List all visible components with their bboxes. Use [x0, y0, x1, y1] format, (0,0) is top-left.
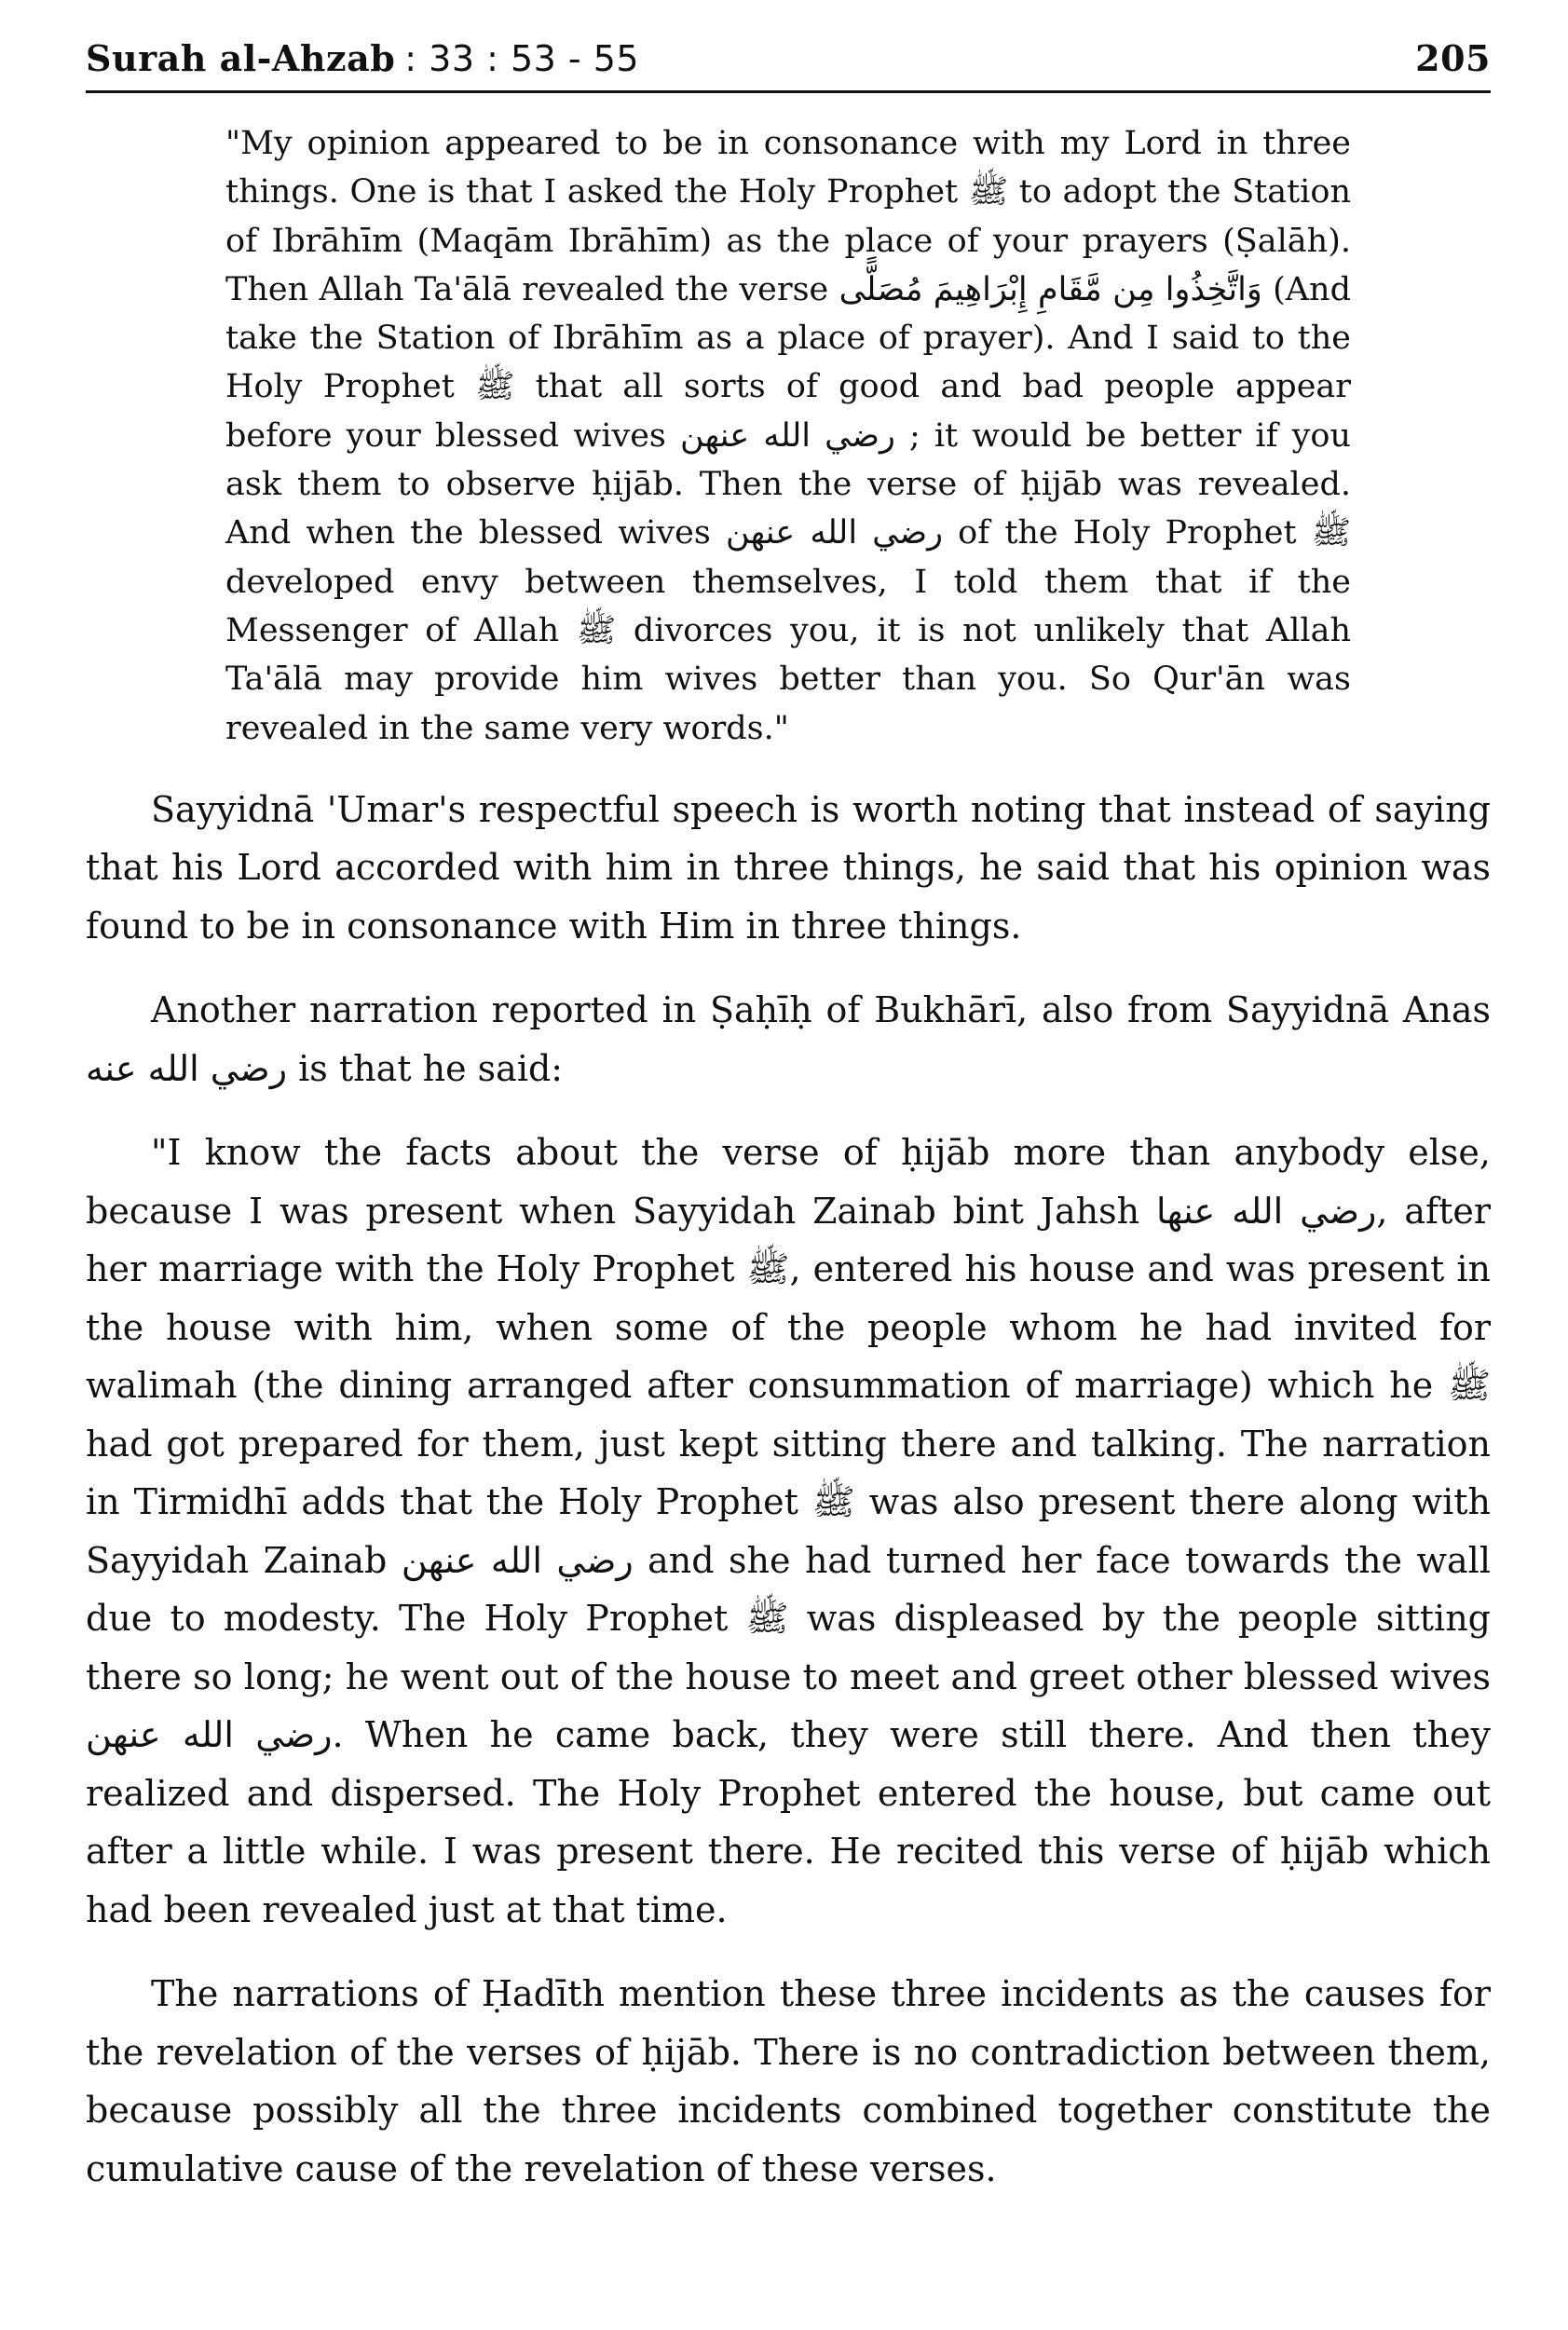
- quoted-narration-text: "My opinion appeared to be in consonance with my Lord in three things. One is that I asked the Holy Prophet ﷺ to adopt the Station of Ibrāhīm (Maqām Ibrāhīm) as the place of your prayers (Ṣalāh). Then Allah Ta'ālā revealed the verse وَاتَّخِذُوا مِن مَّقَامِ إِبْرَاهِيمَ مُصَلًّى (And take the Station of Ibrāhīm as a place of prayer). And I said to the Holy Prophet ﷺ that all sorts of good and bad people appear before your blessed wives رضي الله عنهن ; it would be better if you ask them to observe ḥijāb. Then the verse of ḥijāb was revealed. And when the blessed wives رضي الله عنهن of the Holy Prophet ﷺ developed envy between themselves, I told them that if the Messenger of Allah ﷺ divorces you, it is not unlikely that Allah Ta'ālā may provide him wives better than you. So Qur'ān was revealed in the same very words.": [225, 125, 1352, 747]
- paragraph-anas-narration: [86, 1124, 1491, 1939]
- paragraph-text: "I know the facts about the verse of ḥijāb more than anybody else, because I was present when Sayyidah Zainab bint Jahsh رضي الله عنها, after her marriage with the Holy Prophet ﷺ, entered his house and was present in the house with him, when some of the people whom he had invited for walimah (the dining arranged after consummation of marriage) which he ﷺ had got prepared for them, just kept sitting there and talking. The narration in Tirmidhī adds that the Holy Prophet ﷺ was also present there along with Sayyidah Zainab رضي الله عنهن and she had turned her face towards the wall due to modesty. The Holy Prophet ﷺ was displeased by the people sitting there so long; he went out of the house to meet and greet other blessed wives رضي الله عنهن. When he came back, they were still there. And then they realized and dispersed. The Holy Prophet entered the house, but came out after a little while. I was present there. He recited this verse of ḥijāb which had been revealed just at that time.: [86, 1132, 1492, 1930]
- paragraph-conclusion: [86, 1965, 1491, 2198]
- paragraph-text: Sayyidnā 'Umar's respectful speech is worth noting that instead of saying that his Lord accorded with him in three things, he said that his opinion was found to be in consonance with Him in three things.: [86, 788, 1491, 947]
- header-rule: [86, 90, 1491, 93]
- paragraph-text: Another narration reported in Ṣaḥīḥ of Bukhārī, also from Sayyidnā Anas رضي الله عنه is that he said:: [86, 989, 1491, 1089]
- paragraph-umar-speech: [86, 781, 1491, 956]
- paragraph-bukhari-intro: [86, 981, 1491, 1097]
- verse-reference: : 33 : 53 - 55: [404, 38, 640, 79]
- page-number: 205: [1415, 37, 1491, 79]
- header-title-group: [86, 37, 639, 79]
- surah-title: Surah al-Ahzab: [86, 37, 396, 79]
- quoted-narration-block: [225, 119, 1351, 753]
- book-page: [86, 37, 1491, 2224]
- running-header: [86, 37, 1491, 90]
- paragraph-text: The narrations of Ḥadīth mention these three incidents as the causes for the revelation of the verses of ḥijāb. There is no contradiction between them, because possibly all the three incidents combined together constitute the cumulative cause of the revelation of these verses.: [86, 1973, 1491, 2189]
